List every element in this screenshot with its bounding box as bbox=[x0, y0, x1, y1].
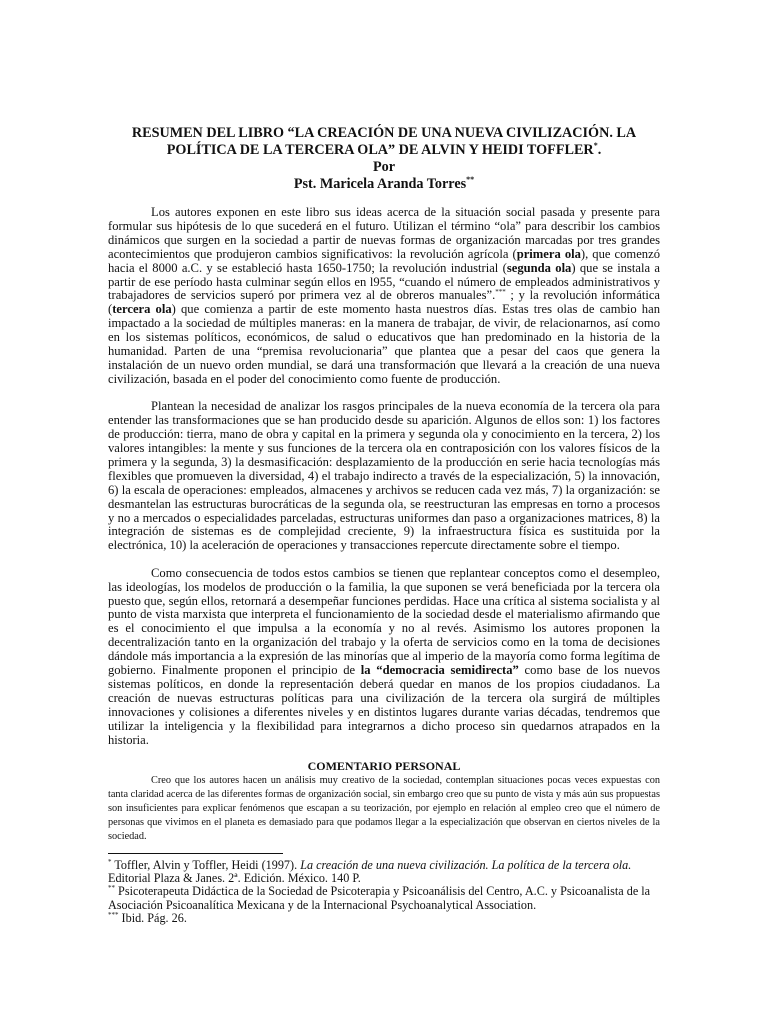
p1-text-e: ) que se instala a partir de ese período hasta culminar según ellos en l955, “cuando el número de empleados administrativos y trabajadores de servicios superó por primera vez al de obreros manuales”. bbox=[108, 260, 660, 303]
document-header bbox=[108, 125, 660, 193]
footnote-3-mark: *** bbox=[108, 911, 119, 920]
footnotes bbox=[108, 859, 660, 926]
footnote-2 bbox=[108, 885, 660, 912]
author-name: Pst. Maricela Aranda Torres bbox=[293, 176, 467, 192]
footnote-1-text-a: Toffler, Alvin y Toffler, Heidi (1997). bbox=[111, 857, 301, 872]
p1-bold-tercera-ola: tercera ola bbox=[112, 302, 172, 317]
p1-bold-segunda-ola: segunda ola bbox=[506, 260, 572, 275]
p3-text-a: Como consecuencia de todos estos cambios se tienen que replantear conceptos como el desempleo, las ideologías, los modelos de producción o la familia, la que suponen se verá beneficiada por la tercera ola puesto que, según ellos, retornará a desempeñar funciones perdidas. Hace una crítica al sistema socialista y al punto de vista marxista que interpreta el funcionamiento de la sociedad desde el materialismo afirmando que es el conocimiento el que impulsa a la economía y no al revés. Asimismo los autores proponen la decentralización tanto en la organización del trabajo y la oferta de servicios como en la toma de decisiones dándole más importancia a la expresión de las minorías que al imperio de la mayoría como forma legítima de gobierno. Finalmente proponen el principio de bbox=[108, 565, 660, 678]
comment-heading: COMENTARIO PERSONAL bbox=[307, 758, 461, 773]
title-footnote-mark[interactable]: * bbox=[593, 141, 598, 150]
title-line-2: POLÍTICA DE LA TERCERA OLA” DE ALVIN Y HEIDI TOFFLER bbox=[166, 142, 594, 158]
byline-por: Por bbox=[372, 159, 396, 175]
footnote-separator bbox=[108, 853, 283, 854]
footnote-3 bbox=[108, 912, 660, 925]
p1-text-a: Los autores exponen en este libro sus ideas acerca de la situación social pasada y presente para formular sus hipótesis de lo que sucederá en el futuro. Utilizan el término “ola” para describir los cambios dinámicos que surgen en la sociedad a partir de nuevas formas de organización marcadas por tres grandes acontecimientos que produjeron cambios significativos: la revolución agrícola ( bbox=[108, 205, 660, 261]
footnote-1 bbox=[108, 859, 660, 886]
footnote-1-book-title: La creación de una nueva civilización. La política de la tercera ola. bbox=[300, 857, 632, 872]
paragraph-2: Plantean la necesidad de analizar los rasgos principales de la nueva economía de la tercera ola para entender las transformaciones que se han producido desde su aparición. Algunos de ellos son: 1) los factores de producción: tierra, mano de obra y capital en la primera y segunda ola y conocimiento en la tercera, 2) los valores intangibles: la mente y sus funciones de la tercera ola en contraposición con los valores físicos de la primera y la segunda, 3) la desmasificación: desplazamiento de la producción en serie hacia tecnologías más flexibles que promueven la diversidad, 4) el trabajo indirecto a través de la especialización, 5) la innovación, 6) la escala de operaciones: empleados, almacenes y archivos se reducen cada vez más, 7) la organización: se desmantelan las estructuras burocráticas de la segunda ola, se reestructuran las empresas en torno a procesos y no a mercados o especialidades parceladas, estructuras uniformes dan paso a organizaciones matrices, 8) la integración de sistemas es de complejidad creciente, 9) la infraestructura física es sustituida por la electrónica, 10) la aceleración de operaciones y transacciones repercute directamente sobre el tiempo. bbox=[108, 399, 660, 553]
title-line-1: RESUMEN DEL LIBRO “LA CREACIÓN DE UNA NUEVA CIVILIZACIÓN. LA bbox=[131, 125, 637, 141]
paragraph-1 bbox=[108, 206, 660, 387]
p1-text-f: ; y la revolución informática ( bbox=[108, 288, 660, 317]
paragraph-3 bbox=[108, 567, 660, 748]
p1-footnote-mark[interactable]: *** bbox=[495, 288, 506, 297]
title-period: . bbox=[597, 142, 602, 158]
footnote-1-mark: * bbox=[108, 857, 112, 866]
p3-text-c: como base de los nuevos sistemas políticos, en donde la representación deberá quedar en manos de los propios ciudadanos. La creación de nuevas estructuras políticas para una civilización de la tercera ola surgirá de múltiples innovaciones y colisiones a diferentes niveles y en distintos lugares durante varias décadas, tendremos que utilizar la inteligencia y la flexibilidad para integrarnos a dicho proceso sin quedarnos atrapados en la historia. bbox=[108, 663, 660, 747]
footnote-3-text: Ibid. Pág. 26. bbox=[118, 911, 187, 926]
footnote-1-text-b: Editorial Plaza & Janes. 2ª. Edición. México. 140 P. bbox=[108, 870, 361, 885]
author-line bbox=[108, 176, 660, 193]
p1-text-c: ), que comenzó hacia el 8000 a.C. y se estableció hasta 1650-1750; la revolución industrial ( bbox=[108, 246, 660, 275]
p1-text-h: ) que comienza a partir de este momento hasta nuestros días. Estas tres olas de cambio han impactado a la sociedad de múltiples maneras: en la manera de trabajar, de vivir, de relacionarnos, así como en los sistemas políticos, económicos, de salud o educativos que han predominado en la historia de la humanidad. Parten de una “premisa revolucionaria” que plantea que a pesar del caos que genera la instalación de un nuevo orden mundial, se dará una transformación que llevará a la creación de una nueva civilización, basada en el poder del conocimiento como fuente de producción. bbox=[108, 302, 660, 386]
footnote-2-mark: ** bbox=[108, 884, 115, 893]
p3-bold-democracia: la “democracia semidirecta” bbox=[360, 663, 519, 678]
comment-paragraph: Creo que los autores hacen un análisis muy creativo de la sociedad, contemplan situaciones pocas veces expuestas con tanta claridad acerca de las diferentes formas de organización social, sin embargo creo que su punto de vista y más aún sus propuestas son insuficientes para explicar fenómenos que escapan a su teorización, por ejemplo en relación al empleo creo que el número de personas que vivimos en el planeta es demasiado para que podamos llegar a la especialización que observan en ciertos niveles de la sociedad. bbox=[108, 774, 660, 842]
document-title bbox=[108, 125, 660, 159]
p1-bold-primera-ola: primera ola bbox=[516, 246, 581, 261]
author-footnote-mark[interactable]: ** bbox=[466, 175, 475, 184]
footnote-2-text: Psicoterapeuta Didáctica de la Sociedad de Psicoterapia y Psicoanálisis del Centro, A.C. y Psicoanalista de la Asociación Psicoanalítica Mexicana y de la Internacional Psychoanalytical Association. bbox=[108, 884, 651, 912]
